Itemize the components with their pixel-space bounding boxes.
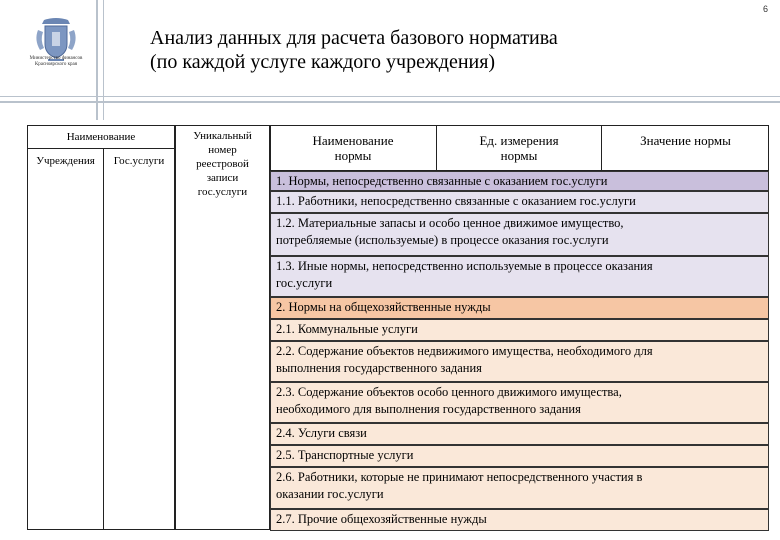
institution-table-col-divider <box>103 148 104 530</box>
norm-row: 1. Нормы, непосредственно связанные с оказанием гос.услуги <box>270 171 769 191</box>
institution-table-divider <box>27 148 175 149</box>
frame-hline-1 <box>0 96 780 97</box>
norm-value-header: Значение нормы <box>640 133 731 148</box>
logo-caption-line2: Красноярского края <box>34 62 78 67</box>
norms-header-divider-2 <box>601 125 602 171</box>
institution-table-header: Наименование <box>66 131 136 143</box>
registry-header-line1: Уникальный <box>193 130 252 142</box>
norm-row: 1.2. Материальные запасы и особо ценное движимое имущество, потребляемые (используемые) в процессе оказания гос.услуги <box>270 213 769 256</box>
registry-header-line4: записи <box>206 172 239 184</box>
norm-name-header <box>270 133 436 163</box>
page-title-line1: Анализ данных для расчета базового норматива <box>150 27 558 49</box>
norm-name-header-line1: Наименование <box>312 133 394 148</box>
registry-header-line2: номер <box>208 144 237 156</box>
norm-unit-header <box>437 133 601 163</box>
norm-row: 1.1. Работники, непосредственно связанные с оказанием гос.услуги <box>270 191 769 213</box>
page-number: 6 <box>762 4 768 14</box>
norm-row: 2. Нормы на общехозяйственные нужды <box>270 297 769 319</box>
registry-number-header <box>175 129 270 199</box>
norm-unit-header-line1: Ед. измерения <box>479 133 559 148</box>
institution-service-table <box>27 125 175 530</box>
institution-column-header: Учреждения <box>36 155 95 167</box>
norm-row: 2.3. Содержание объектов особо ценного движимого имущества, необходимого для выполнения государственного задания <box>270 382 769 423</box>
service-column-header: Гос.услуги <box>113 155 165 167</box>
registry-header-line3: реестровой <box>196 158 249 170</box>
norm-row: 2.4. Услуги связи <box>270 423 769 445</box>
registry-header-line5: гос.услуги <box>197 186 248 198</box>
norm-unit-header-line2: нормы <box>500 148 538 163</box>
norm-row: 2.5. Транспортные услуги <box>270 445 769 467</box>
norm-row: 2.6. Работники, которые не принимают непосредственного участия в оказании гос.услуги <box>270 467 769 509</box>
norm-row: 1.3. Иные нормы, непосредственно используемые в процессе оказания гос.услуги <box>270 256 769 297</box>
page-title <box>150 26 750 74</box>
page-title-line2: (по каждой услуге каждого учреждения) <box>150 51 496 73</box>
norm-row: 2.2. Содержание объектов недвижимого имущества, необходимого для выполнения государственного задания <box>270 341 769 382</box>
logo-caption <box>0 56 112 68</box>
frame-hline-2 <box>0 101 780 103</box>
norm-name-header-line2: нормы <box>334 148 372 163</box>
norm-row: 2.1. Коммунальные услуги <box>270 319 769 341</box>
logo-caption-line1: Министерство финансов <box>29 56 83 61</box>
norm-row: 2.7. Прочие общехозяйственные нужды <box>270 509 769 531</box>
